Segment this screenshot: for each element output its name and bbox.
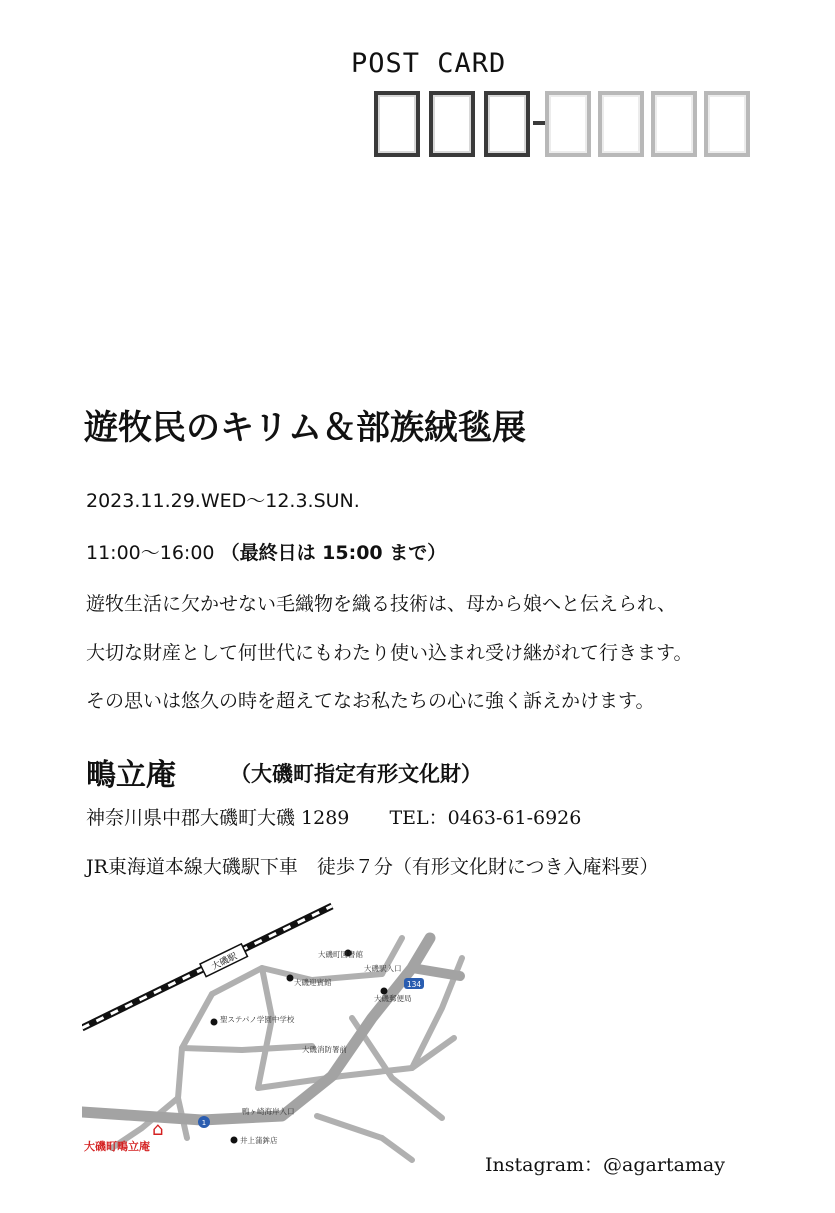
post-office-label: 大磯郵便局 [374, 994, 412, 1003]
venue-name: 鴫立庵 [86, 758, 176, 793]
event-dates: 2023.11.29.WED～12.3.SUN. [86, 490, 360, 512]
description-line-3: その思いは悠久の時を超えてなお私たちの心に強く訴えかけます。 [86, 690, 655, 712]
venue-tel: TEL：0463-61-6926 [389, 807, 582, 829]
route-badge-label: 134 [406, 980, 422, 989]
shop-dot [231, 1137, 238, 1144]
station-marker [200, 944, 247, 977]
postcard-label: POST CARD [351, 48, 507, 79]
event-hours [86, 538, 446, 565]
zip-box [545, 91, 591, 157]
zip-box [429, 91, 475, 157]
event-title: 遊牧民のキリム＆部族絨毯展 [84, 408, 526, 448]
instagram-handle: Instagram：@agartamay [485, 1154, 725, 1176]
restaurant-label: 大磯迎賓館 [294, 978, 332, 987]
event-hours-time: 11:00～16:00 [86, 542, 215, 564]
shop-label: 井上蒲鉾店 [240, 1136, 278, 1145]
zip-box [484, 91, 530, 157]
venue-access: JR東海道本線大磯駅下車 徒歩７分（有形文化財につき入庵料要） [86, 856, 659, 878]
description-line-1: 遊牧生活に欠かせない毛織物を織る技術は、母から娘へと伝えられ、 [86, 593, 677, 615]
landmark-label: 大磯町鴫立庵 [84, 1140, 150, 1153]
venue-address: 神奈川県中郡大磯町大磯 1289 [86, 807, 350, 829]
landmark-icon: ⌂ [152, 1119, 164, 1140]
zip-box [374, 91, 420, 157]
route-1-label: 1 [201, 1119, 207, 1127]
description-line-2: 大切な財産として何世代にもわたり使い込まれ受け継がれて行きます。 [86, 642, 693, 664]
library-label: 大磯町図書館 [318, 950, 363, 959]
crossing-label: 鴨ヶ崎海岸入口 [242, 1107, 295, 1116]
restaurant-dot [287, 975, 294, 982]
fire-station-label: 大磯消防署前 [302, 1045, 347, 1054]
zip-dash [533, 121, 545, 125]
access-map [82, 898, 474, 1168]
venue-address-line [86, 803, 581, 830]
school-dot [211, 1019, 218, 1026]
venue-designation: （大磯町指定有形文化財） [230, 762, 482, 786]
zip-box [704, 91, 750, 157]
station-entrance-label: 大磯駅入口 [364, 964, 402, 973]
station-label: 大磯駅 [210, 951, 239, 973]
event-hours-note: （最終日は 15:00 まで） [220, 542, 447, 564]
main-road-branch [412, 968, 460, 976]
school-label: 聖ステパノ学園中学校 [220, 1015, 295, 1024]
zip-box [651, 91, 697, 157]
zip-box [598, 91, 644, 157]
